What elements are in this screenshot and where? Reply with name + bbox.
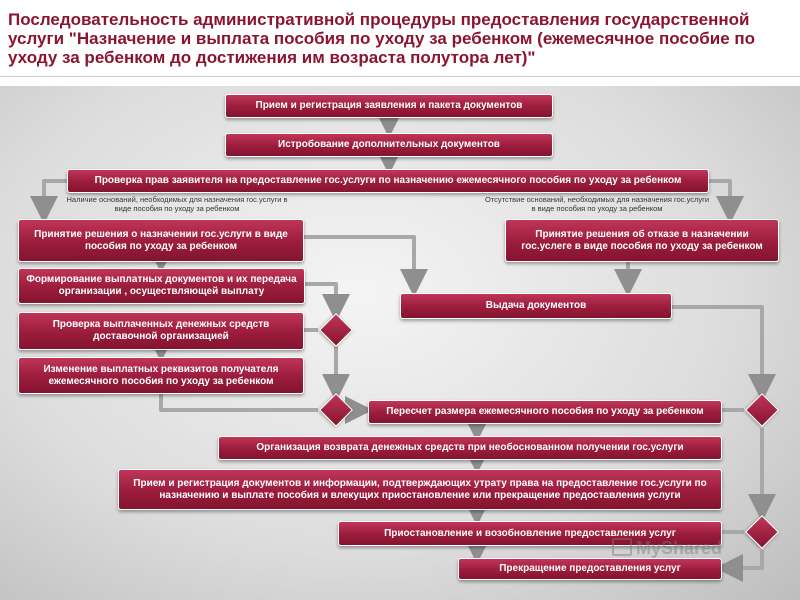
- watermark-text: MyShared: [636, 538, 723, 558]
- arrow-diamond4-terminate: [723, 550, 762, 568]
- step-deny-decision[interactable]: Принятие решения об отказе в назначении гос.услеге в виде пособия по уходу за ребенком: [505, 219, 779, 262]
- page-title: Последовательность административной процедуры предоставления государственной услуги "Назначение и выплата пособия по уходу за ребенком (ежемесячное пособие по уходу за ребенком до достижения им возраста полутора лет)": [8, 10, 756, 67]
- step-receive-loss-docs[interactable]: Прием и регистрация документов и информации, подтверждающих утрату права на предоставление гос.услуги по назначению и выплате пособия и влекущих приостановление или прекращение предоставления услуги: [118, 469, 722, 510]
- arrow-change-diamond2: [161, 394, 318, 410]
- step-form-payment-docs[interactable]: Формирование выплатных документов и их передача организации , осуществляющей выплату: [18, 268, 305, 304]
- step-grant-decision[interactable]: Принятие решения о назначении гос.услуги в виде пособия по уходу за ребенком: [18, 219, 304, 262]
- watermark: [612, 538, 722, 559]
- arrow-check-deny: [709, 181, 730, 216]
- step-change-requisites[interactable]: Изменение выплатных реквизитов получателя ежемесячного пособия по уходу за ребенком: [18, 357, 304, 394]
- step-receive-application[interactable]: Прием и регистрация заявления и пакета документов: [225, 94, 553, 118]
- condition-no-grounds: Отсутствие оснований, необходимых для назначения гос.услуги в виде пособия по уходу за ребенком: [484, 195, 710, 213]
- step-recalculate[interactable]: Пересчет размера ежемесячного пособия по уходу за ребенком: [368, 400, 722, 424]
- presentation-icon: [612, 538, 632, 556]
- step-check-rights[interactable]: Проверка прав заявителя на предоставление гос.услуги по назначению ежемесячного пособия по уходу за ребенком: [67, 169, 709, 193]
- step-issue-documents[interactable]: Выдача документов: [400, 293, 672, 319]
- condition-has-grounds: Наличие оснований, необходимых для назначения гос.услуги в виде пособия по уходу за ребенком: [66, 195, 288, 213]
- arrow-form-diamond1: [305, 284, 336, 314]
- step-suspend-resume[interactable]: Приостановление и возобновление предоставления услуг: [338, 521, 722, 546]
- arrow-grant-issue: [304, 237, 414, 289]
- step-request-documents[interactable]: Истробование дополнительных документов: [225, 133, 553, 157]
- step-refund[interactable]: Организация возврата денежных средств при необоснованном получении гос.услуги: [218, 436, 722, 460]
- arrow-issue-diamond3: [672, 307, 762, 394]
- step-terminate[interactable]: Прекращение предоставления услуг: [458, 558, 722, 580]
- step-verify-payments[interactable]: Проверка выплаченных денежных средств доставочной организацией: [18, 312, 304, 350]
